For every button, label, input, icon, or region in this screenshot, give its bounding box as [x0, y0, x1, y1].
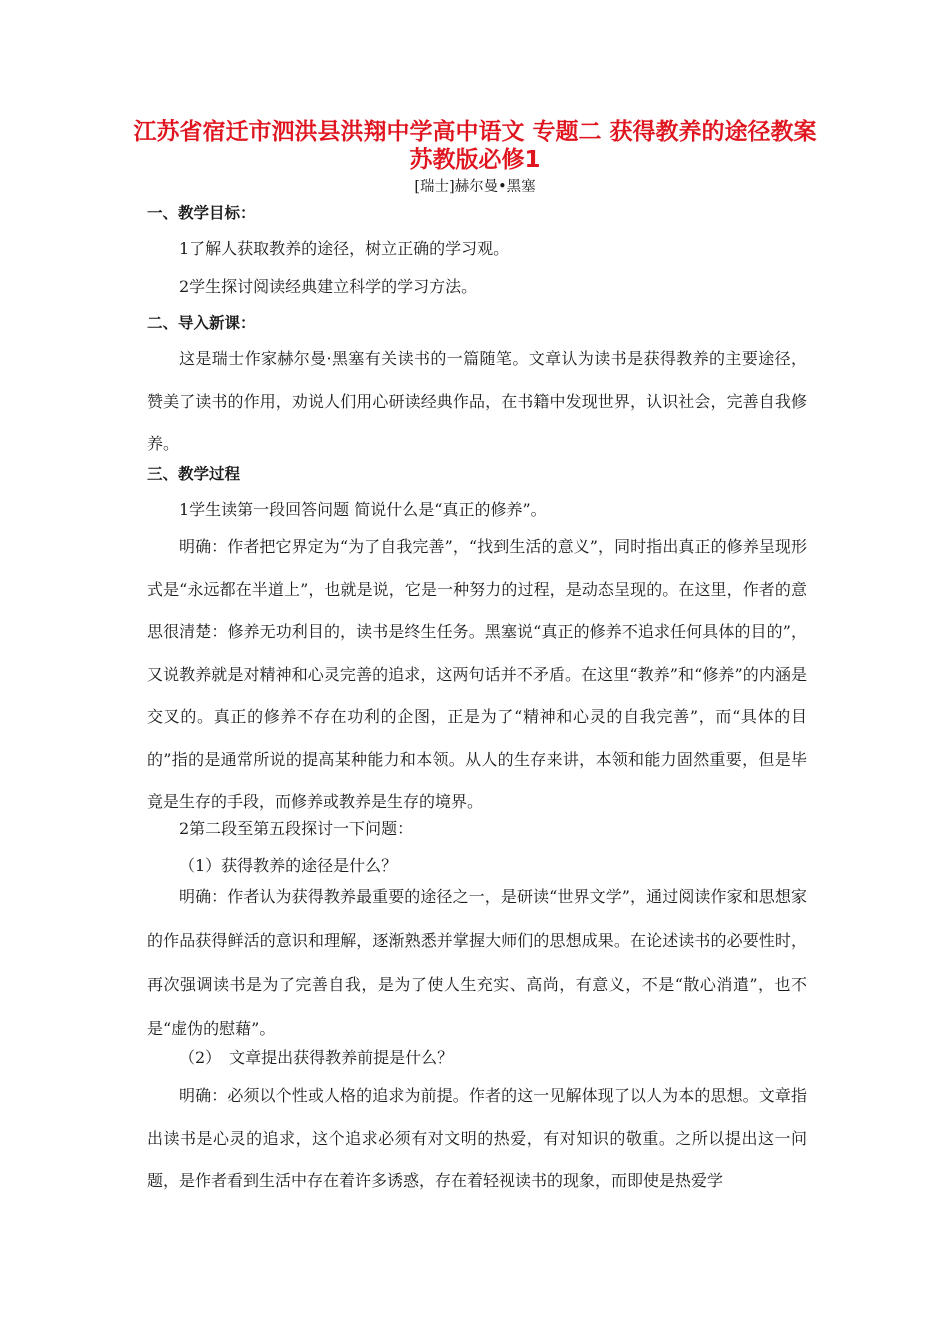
question-2: （2） 文章提出获得教养前提是什么？ [179, 1048, 454, 1067]
goal-item-1: 1了解人获取教养的途径，树立正确的学习观。 [179, 239, 510, 258]
section-heading-goals: 一、教学目标： [147, 204, 256, 222]
question-1: （1）获得教养的途径是什么？ [179, 856, 398, 875]
answer-1-paragraph: 明确：作者把它界定为“为了自我完善”，“找到生活的意义”，同时指出真正的修养呈现形式是“永远都在半道上”，也就是说，它是一种努力的过程，是动态呈现的。在这里，作者的意思很清楚：修养无功利目的，读书是终生任务。黑塞说“真正的修养不追求任何具体的目的”，又说教养就是对精神和心灵完善的追求，这两句话并不矛盾。在这里“教养”和“修养”的内涵是交叉的。真正的修养不存在功利的企图，正是为了“精神和心灵的自我完善”，而“具体的目的”指的是通常所说的提高某种能力和本领。从人的生存来讲，本领和能力固然重要，但是毕竟是生存的手段，而修养或教养是生存的境界。 [147, 537, 807, 811]
goal-item-2: 2学生探讨阅读经典建立科学的学习方法。 [179, 277, 478, 296]
step-2: 2第二段至第五段探讨一下问题： [179, 819, 414, 838]
intro-paragraph: 这是瑞士作家赫尔曼·黑塞有关读书的一篇随笔。文章认为读书是获得教养的主要途径，赞美了读书的作用，劝说人们用心研读经典作品，在书籍中发现世界，认识社会，完善自我修养。 [147, 349, 807, 453]
document-title: 江苏省宿迁市泗洪县洪翔中学高中语文 专题二 获得教养的途径教案 苏教版必修1 [133, 119, 817, 173]
step-1: 1学生读第一段回答问题 简说什么是“真正的修养”。 [179, 500, 547, 519]
section-heading-process: 三、教学过程 [147, 465, 241, 483]
answer-2-paragraph: 明确：作者认为获得教养最重要的途径之一，是研读“世界文学”，通过阅读作家和思想家的作品获得鲜活的意识和理解，逐渐熟悉并掌握大师们的思想成果。在论述读书的必要性时，再次强调读书是为了完善自我，是为了使人生充实、高尚，有意义，不是“散心消遣”，也不是“虚伪的慰藉”。 [147, 887, 807, 1038]
author-line: [瑞士]赫尔曼•黑塞 [414, 179, 536, 195]
answer-3-paragraph: 明确：必须以个性或人格的追求为前提。作者的这一见解体现了以人为本的思想。文章指出读书是心灵的追求，这个追求必须有对文明的热爱，有对知识的敬重。之所以提出这一问题，是作者看到生活中存在着许多诱惑，存在着轻视读书的现象，而即使是热爱学 [147, 1086, 807, 1190]
section-heading-intro: 二、导入新课： [147, 314, 256, 332]
